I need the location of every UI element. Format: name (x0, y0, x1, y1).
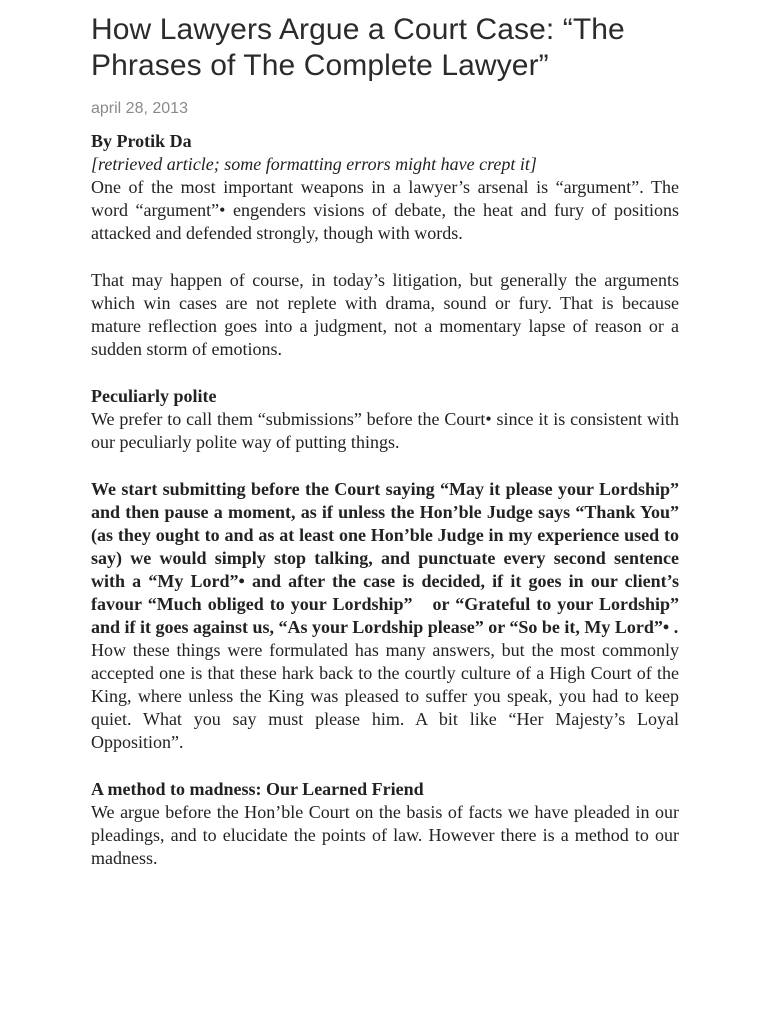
paragraph-5-quote: “Her Majesty’s Loyal Opposition” (91, 709, 679, 752)
paragraph-5-end: . (179, 732, 184, 752)
paragraph-1: One of the most important weapons in a lawyer’s arsenal is “argument”. The word “argument”• engenders visions of debate, the heat and fury of positions attacked and defended strongly, though with words. (91, 177, 679, 243)
paragraph-gap (91, 361, 679, 385)
paragraph-5 (91, 639, 679, 754)
retrieval-note: [retrieved article; some formatting errors might have crept it] (91, 154, 537, 174)
section-heading-method-to-madness: A method to madness: Our Learned Friend (91, 779, 424, 799)
article-byline: By Protik Da (91, 131, 192, 151)
paragraph-gap (91, 245, 679, 269)
paragraph-6: We argue before the Hon’ble Court on the basis of facts we have pleaded in our pleadings, and to elucidate the points of law. However there is a method to our madness. (91, 802, 679, 868)
paragraph-5-text: How these things were formulated has many answers, but the most commonly accepted one is that these hark back to the courtly culture of a High Court of the King, where unless the King was pleased to suffer you speak, you had to keep quiet. What you say must please him. A bit like (91, 640, 679, 729)
article-page (91, 12, 679, 870)
paragraph-gap (91, 754, 679, 778)
article-title: How Lawyers Argue a Court Case: “The Phrases of The Complete Lawyer” (91, 13, 625, 82)
paragraph-4: We start submitting before the Court saying “May it please your Lordship” and then pause a moment, as if unless the Hon’ble Judge says “Thank You” (as they ought to and as at least one Hon’ble Judge in my experience used to say) we would simply stop talking, and punctuate every second sentence with a “My Lord”• and after the case is decided, if it goes in our client’s favour “Much obliged to your Lordship”  or “Grateful to your Lordship” and if it goes against us, “As your Lordship please” or “So be it, My Lord”• . (91, 479, 679, 637)
article-date: april 28, 2013 (91, 100, 188, 117)
paragraph-3: We prefer to call them “submissions” before the Court• since it is consistent with our peculiarly polite way of putting things. (91, 409, 679, 452)
section-heading-peculiarly-polite: Peculiarly polite (91, 386, 217, 406)
paragraph-2: That may happen of course, in today’s litigation, but generally the arguments which win cases are not replete with drama, sound or fury. That is because mature reflection goes into a judgment, not a momentary lapse of reason or a sudden storm of emotions. (91, 270, 679, 359)
paragraph-gap (91, 454, 679, 478)
